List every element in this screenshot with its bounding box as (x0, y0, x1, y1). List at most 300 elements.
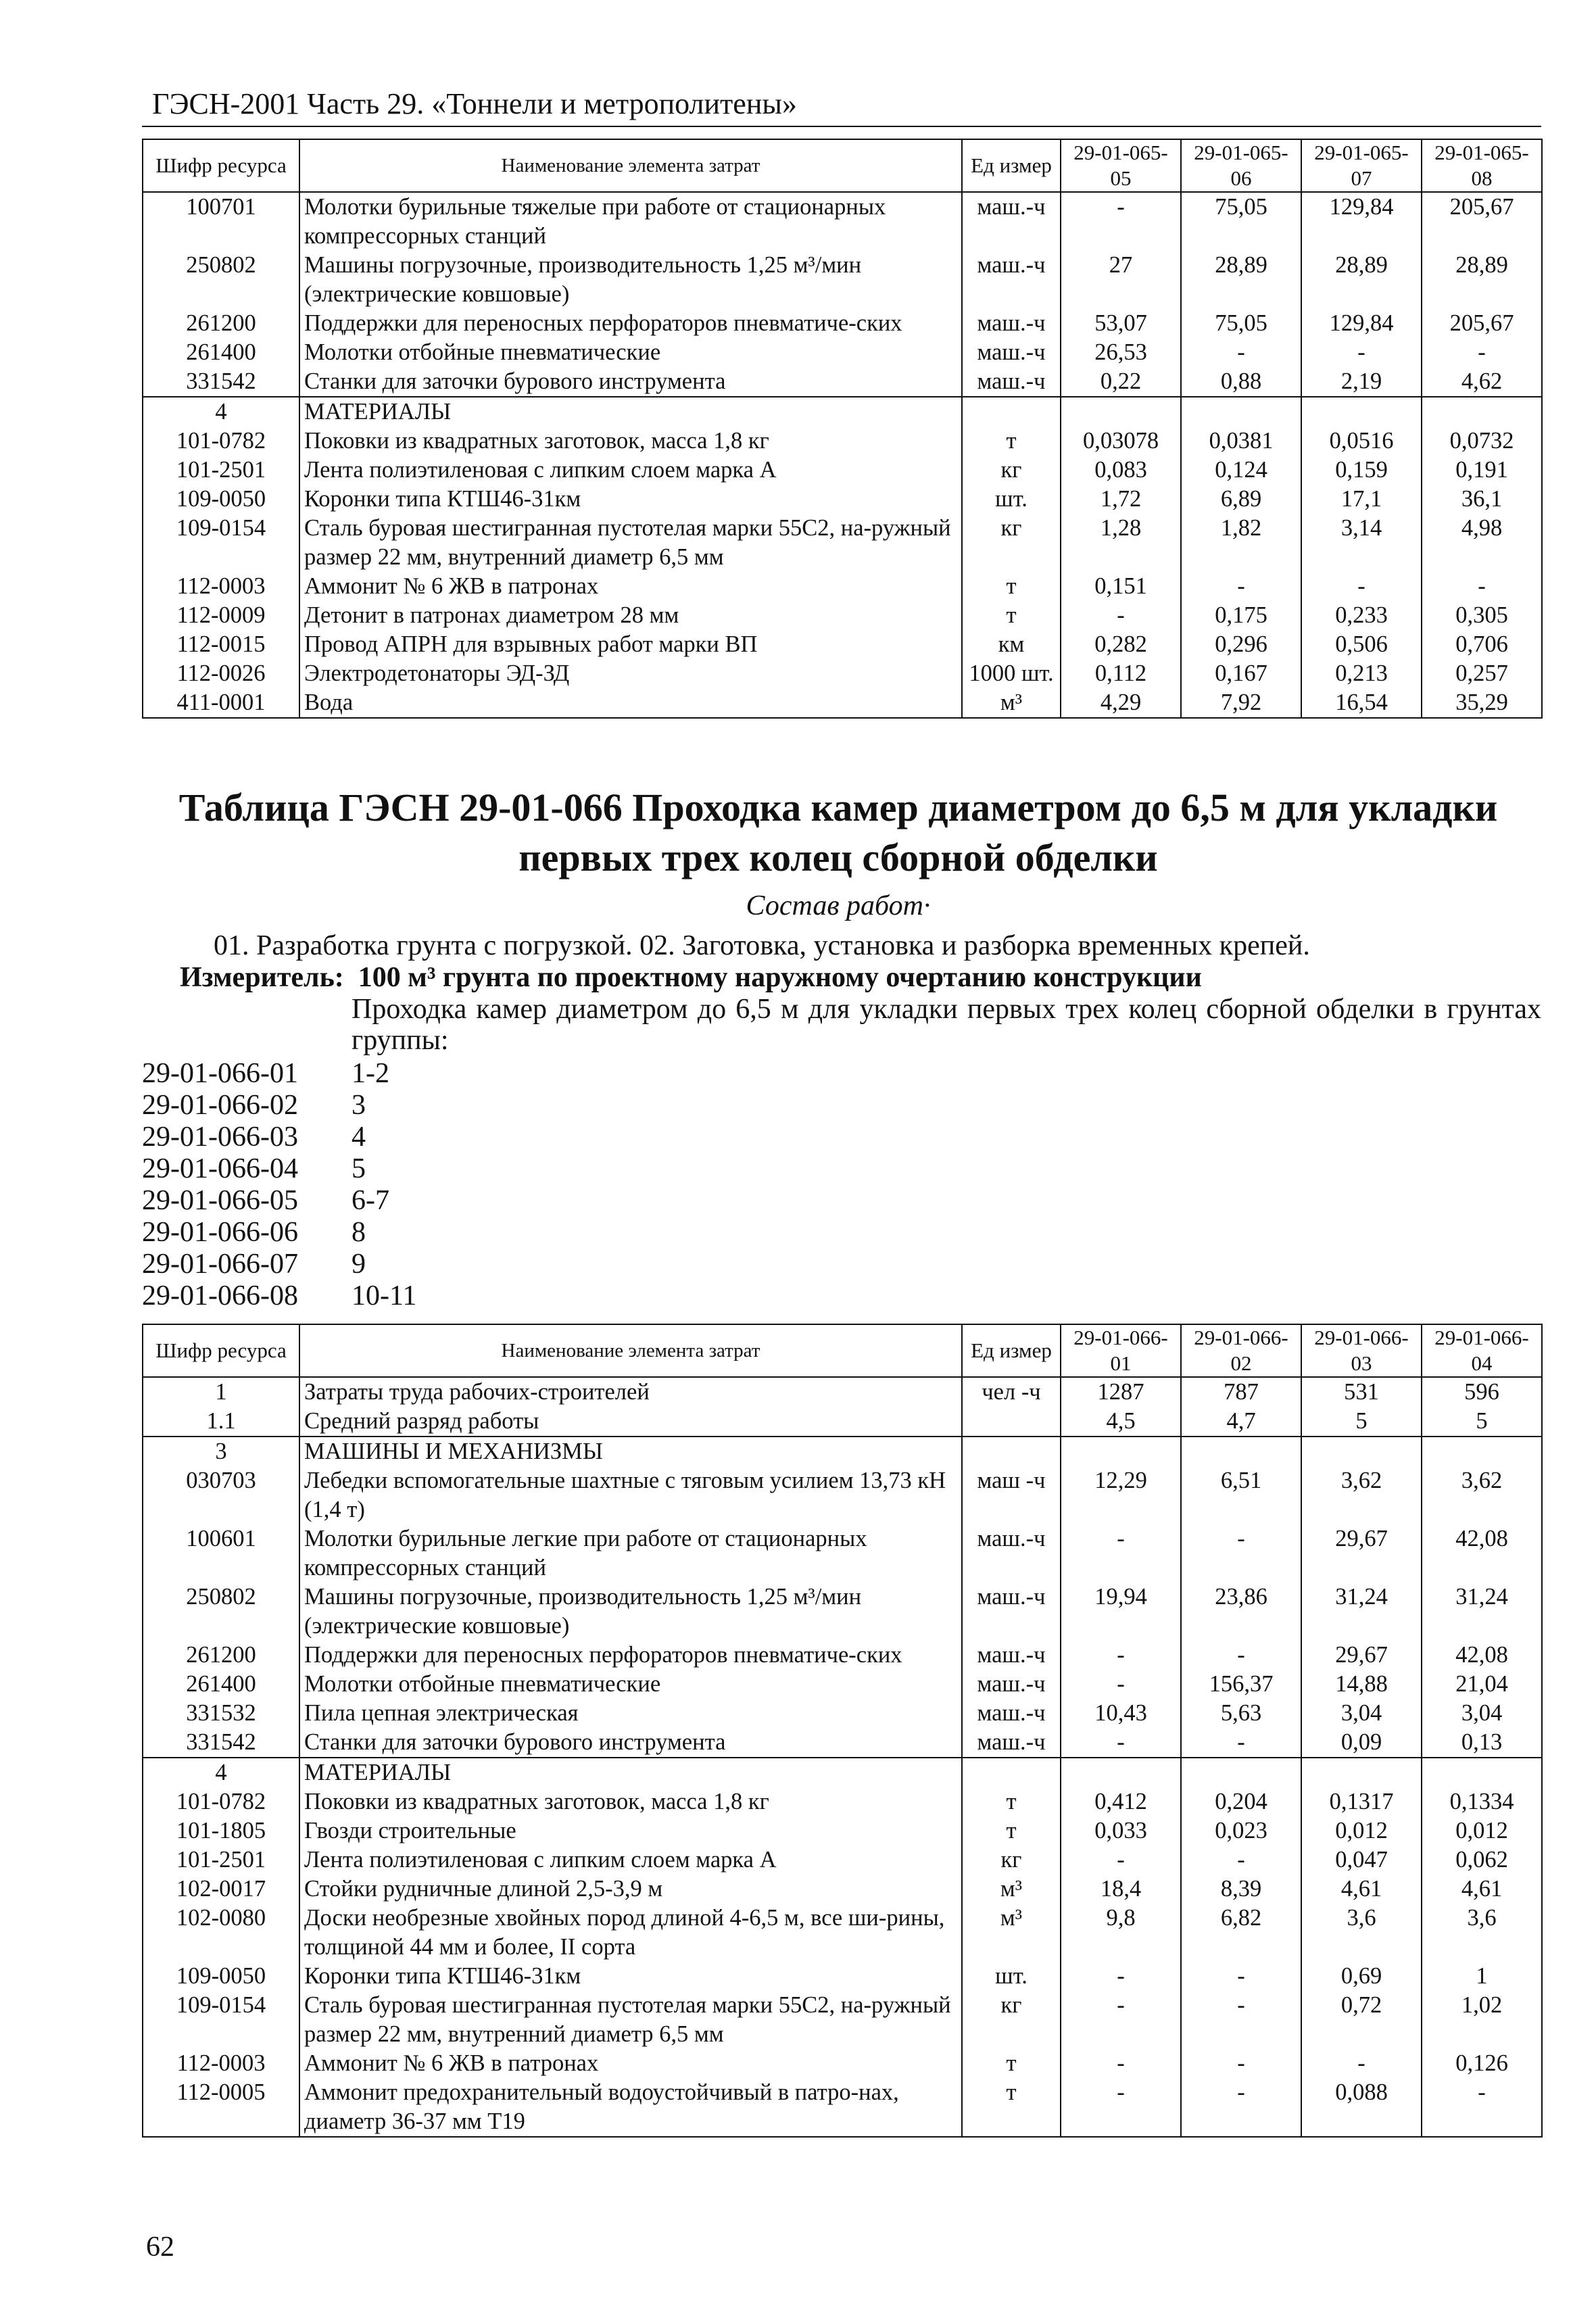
unit-cell: маш.-ч (962, 1728, 1061, 1758)
resource-code: 101-0782 (143, 1787, 299, 1816)
resource-name: Пила цепная электрическая (299, 1699, 962, 1728)
table-row (143, 251, 1542, 309)
resource-code: 250802 (143, 1583, 299, 1641)
col-value-header: 29-01-066-01 (1061, 1324, 1181, 1377)
resource-code: 112-0015 (143, 630, 299, 659)
position-code: 29-01-066-03 (142, 1121, 298, 1153)
value-cell: 0,412 (1061, 1787, 1181, 1816)
value-cell: - (1061, 1991, 1181, 2049)
value-cell: 129,84 (1301, 192, 1422, 251)
resource-code: 109-0154 (143, 514, 299, 572)
value-cell: 596 (1422, 1377, 1542, 1407)
unit-cell: т (962, 601, 1061, 630)
resource-code: 1 (143, 1377, 299, 1407)
value-cell: 1287 (1061, 1377, 1181, 1407)
table-row (143, 1524, 1542, 1583)
resource-name: Доски необрезные хвойных пород длиной 4-6,5 м, все ши-рины, толщиной 44 мм и более, II сорта (299, 1904, 962, 1962)
resource-name: Молотки отбойные пневматические (299, 1670, 962, 1699)
value-cell: - (1061, 1641, 1181, 1670)
value-cell: 31,24 (1422, 1583, 1542, 1641)
value-cell: - (1061, 601, 1181, 630)
resource-code: 102-0017 (143, 1875, 299, 1904)
unit-cell (962, 1407, 1061, 1437)
position-row (142, 1185, 416, 1217)
value-cell: - (1422, 572, 1542, 601)
running-header: ГЭСН-2001 Часть 29. «Тоннели и метрополитены» (152, 87, 797, 120)
value-cell: 42,08 (1422, 1524, 1542, 1583)
table-row (143, 338, 1542, 367)
position-row (142, 1090, 416, 1121)
value-cell: 3,14 (1301, 514, 1422, 572)
value-cell: 129,84 (1301, 309, 1422, 338)
value-cell: 75,05 (1181, 192, 1301, 251)
unit-cell: маш.-ч (962, 1583, 1061, 1641)
resource-code: 101-0782 (143, 427, 299, 456)
unit-cell: т (962, 2078, 1061, 2137)
value-cell: 0,126 (1422, 2049, 1542, 2078)
resource-table-065 (142, 139, 1543, 719)
value-cell: 4,62 (1422, 367, 1542, 397)
value-cell: 205,67 (1422, 309, 1542, 338)
unit-cell: маш.-ч (962, 251, 1061, 309)
value-cell: 0,09 (1301, 1728, 1422, 1758)
value-cell: - (1061, 1524, 1181, 1583)
value-cell: 14,88 (1301, 1670, 1422, 1699)
value-cell: 0,257 (1422, 659, 1542, 688)
resource-name: Коронки типа КТШ46-31км (299, 1962, 962, 1991)
unit-cell: маш.-ч (962, 1524, 1061, 1583)
value-cell: 0,023 (1181, 1816, 1301, 1845)
value-cell: 7,92 (1181, 688, 1301, 718)
resource-name: Аммонит № 6 ЖВ в патронах (299, 572, 962, 601)
value-cell: 12,29 (1061, 1466, 1181, 1524)
resource-name: Станки для заточки бурового инструмента (299, 367, 962, 397)
resource-name: Молотки отбойные пневматические (299, 338, 962, 367)
value-cell (1061, 397, 1181, 427)
unit-cell: кг (962, 456, 1061, 485)
col-value-header: 29-01-066-02 (1181, 1324, 1301, 1377)
resource-code: 1.1 (143, 1407, 299, 1437)
resource-code: 112-0003 (143, 572, 299, 601)
value-cell (1301, 397, 1422, 427)
sostav-label: Состав работ· (746, 890, 931, 921)
value-cell: - (1422, 338, 1542, 367)
value-cell: 1,82 (1181, 514, 1301, 572)
table-row (143, 1670, 1542, 1699)
col-value-header: 29-01-065-05 (1061, 139, 1181, 192)
value-cell: - (1181, 338, 1301, 367)
value-cell: 0,088 (1301, 2078, 1422, 2137)
value-cell: 4,61 (1422, 1875, 1542, 1904)
unit-cell: т (962, 572, 1061, 601)
value-cell: 0,167 (1181, 659, 1301, 688)
resource-code: 261400 (143, 338, 299, 367)
resource-name: Аммонит № 6 ЖВ в патронах (299, 2049, 962, 2078)
resource-name: Сталь буровая шестигранная пустотелая марки 55С2, на-ружный размер 22 мм, внутренний диаметр 6,5 мм (299, 514, 962, 572)
value-cell: 0,083 (1061, 456, 1181, 485)
value-cell: - (1301, 338, 1422, 367)
izmeritel-label: Измеритель: (180, 962, 344, 993)
resource-code: 250802 (143, 251, 299, 309)
value-cell: - (1181, 1524, 1301, 1583)
soil-group: 6-7 (352, 1185, 389, 1216)
col-value-header: 29-01-065-08 (1422, 139, 1542, 192)
position-row (142, 1153, 416, 1185)
section-title: МАТЕРИАЛЫ (299, 1758, 962, 1787)
resource-code: 109-0154 (143, 1991, 299, 2049)
resource-table-066 (142, 1324, 1543, 2138)
resource-code: 261400 (143, 1670, 299, 1699)
value-cell: 5 (1301, 1407, 1422, 1437)
unit-cell: чел -ч (962, 1377, 1061, 1407)
value-cell: 0,1317 (1301, 1787, 1422, 1816)
value-cell: 3,6 (1422, 1904, 1542, 1962)
unit-cell: маш -ч (962, 1466, 1061, 1524)
value-cell: 29,67 (1301, 1641, 1422, 1670)
soil-group: 1-2 (352, 1058, 389, 1089)
resource-name: Поковки из квадратных заготовок, масса 1,8 кг (299, 1787, 962, 1816)
value-cell: 5 (1422, 1407, 1542, 1437)
value-cell: 0,112 (1061, 659, 1181, 688)
value-cell: - (1181, 1845, 1301, 1875)
resource-name: Молотки бурильные тяжелые при работе от стационарных компрессорных станций (299, 192, 962, 251)
value-cell (1301, 1437, 1422, 1466)
value-cell: 36,1 (1422, 485, 1542, 514)
section-row (143, 397, 1542, 427)
value-cell: 0,22 (1061, 367, 1181, 397)
value-cell: 4,29 (1061, 688, 1181, 718)
table-row (143, 572, 1542, 601)
soil-group: 8 (352, 1217, 366, 1248)
resource-code: 030703 (143, 1466, 299, 1524)
value-cell: - (1181, 1728, 1301, 1758)
value-cell: - (1181, 2078, 1301, 2137)
value-cell: 0,282 (1061, 630, 1181, 659)
value-cell: 42,08 (1422, 1641, 1542, 1670)
resource-name: Средний разряд работы (299, 1407, 962, 1437)
resource-code: 411-0001 (143, 688, 299, 718)
value-cell: 3,62 (1301, 1466, 1422, 1524)
position-row (142, 1058, 416, 1090)
table-row (143, 1875, 1542, 1904)
resource-code: 109-0050 (143, 485, 299, 514)
resource-name: Поддержки для переносных перфораторов пневматиче-ских (299, 309, 962, 338)
value-cell: 0,159 (1301, 456, 1422, 485)
value-cell (1422, 397, 1542, 427)
unit-cell: 1000 шт. (962, 659, 1061, 688)
value-cell: 1,28 (1061, 514, 1181, 572)
table-row (143, 630, 1542, 659)
resource-code: 4 (143, 1758, 299, 1787)
unit-cell: маш.-ч (962, 1641, 1061, 1670)
value-cell: 531 (1301, 1377, 1422, 1407)
col-code-header: Шифр ресурса (143, 139, 299, 192)
value-cell: 0,1334 (1422, 1787, 1542, 1816)
value-cell: 28,89 (1301, 251, 1422, 309)
value-cell: 8,39 (1181, 1875, 1301, 1904)
resource-name: Стойки рудничные длиной 2,5-3,9 м (299, 1875, 962, 1904)
table-row (143, 427, 1542, 456)
resource-code: 331542 (143, 1728, 299, 1758)
unit-cell: м³ (962, 1904, 1061, 1962)
value-cell: 2,19 (1301, 367, 1422, 397)
table-row (143, 514, 1542, 572)
resource-name: Поковки из квадратных заготовок, масса 1,8 кг (299, 427, 962, 456)
table-row (143, 1728, 1542, 1758)
value-cell: 0,0732 (1422, 427, 1542, 456)
value-cell: 0,0516 (1301, 427, 1422, 456)
resource-name: Гвозди строительные (299, 1816, 962, 1845)
value-cell: 21,04 (1422, 1670, 1542, 1699)
value-cell (1181, 397, 1301, 427)
value-cell: 28,89 (1181, 251, 1301, 309)
value-cell: 0,233 (1301, 601, 1422, 630)
table-row (143, 1641, 1542, 1670)
value-cell: - (1061, 192, 1181, 251)
resource-code: 261200 (143, 309, 299, 338)
value-cell: 4,61 (1301, 1875, 1422, 1904)
value-cell: 6,51 (1181, 1466, 1301, 1524)
unit-cell (962, 1758, 1061, 1787)
resource-code: 112-0009 (143, 601, 299, 630)
value-cell: 28,89 (1422, 251, 1542, 309)
table-row (143, 485, 1542, 514)
value-cell: 10,43 (1061, 1699, 1181, 1728)
table-row (143, 2078, 1542, 2137)
table-row (143, 688, 1542, 718)
value-cell: - (1301, 2049, 1422, 2078)
resource-code: 101-2501 (143, 1845, 299, 1875)
value-cell: 0,69 (1301, 1962, 1422, 1991)
unit-cell: кг (962, 1991, 1061, 2049)
position-code: 29-01-066-04 (142, 1153, 298, 1184)
resource-code: 102-0080 (143, 1904, 299, 1962)
resource-name: Лента полиэтиленовая с липким слоем марка А (299, 456, 962, 485)
value-cell: 9,8 (1061, 1904, 1181, 1962)
positions-list (142, 1058, 416, 1312)
resource-code: 112-0003 (143, 2049, 299, 2078)
position-code: 29-01-066-01 (142, 1058, 298, 1089)
value-cell: - (1061, 2078, 1181, 2137)
resource-name: Машины погрузочные, производительность 1,25 м³/мин (электрические ковшовые) (299, 1583, 962, 1641)
value-cell: 0,706 (1422, 630, 1542, 659)
value-cell: 3,04 (1422, 1699, 1542, 1728)
value-cell: 26,53 (1061, 338, 1181, 367)
value-cell: 0,0381 (1181, 427, 1301, 456)
col-name-header: Наименование элемента затрат (299, 139, 962, 192)
section-row (143, 1437, 1542, 1466)
resource-name: Станки для заточки бурового инструмента (299, 1728, 962, 1758)
unit-cell: км (962, 630, 1061, 659)
header-rule (142, 126, 1541, 127)
value-cell: 23,86 (1181, 1583, 1301, 1641)
soil-group: 10-11 (352, 1280, 417, 1311)
value-cell: 31,24 (1301, 1583, 1422, 1641)
col-unit-header: Ед измер (962, 139, 1061, 192)
value-cell: 0,305 (1422, 601, 1542, 630)
position-code: 29-01-066-05 (142, 1185, 298, 1216)
value-cell: 0,012 (1301, 1816, 1422, 1845)
position-row (142, 1280, 416, 1312)
value-cell: 0,033 (1061, 1816, 1181, 1845)
resource-name: Поддержки для переносных перфораторов пневматиче-ских (299, 1641, 962, 1670)
unit-cell: кг (962, 1845, 1061, 1875)
table-row (143, 1816, 1542, 1845)
izmeritel (180, 961, 1202, 994)
value-cell: 0,72 (1301, 1991, 1422, 2049)
value-cell (1301, 1758, 1422, 1787)
col-unit-header: Ед измер (962, 1324, 1061, 1377)
soil-group: 9 (352, 1249, 366, 1280)
position-row (142, 1121, 416, 1153)
value-cell: 29,67 (1301, 1524, 1422, 1583)
unit-cell: маш.-ч (962, 309, 1061, 338)
value-cell: 17,1 (1301, 485, 1422, 514)
table-row (143, 2049, 1542, 2078)
resource-code: 101-1805 (143, 1816, 299, 1845)
works-list: 01. Разработка грунта с погрузкой. 02. Заготовка, установка и разборка временных крепей. (214, 930, 1310, 961)
table-row (143, 192, 1542, 251)
value-cell: 4,5 (1061, 1407, 1181, 1437)
value-cell: 6,82 (1181, 1904, 1301, 1962)
value-cell: 0,175 (1181, 601, 1301, 630)
value-cell: 16,54 (1301, 688, 1422, 718)
value-cell: 0,047 (1301, 1845, 1422, 1875)
value-cell: - (1301, 572, 1422, 601)
table-row (143, 1991, 1542, 2049)
value-cell: - (1061, 1845, 1181, 1875)
izmeritel-value: 100 м³ грунта по проектному наружному очертанию конструкции (358, 962, 1202, 993)
positions-description: Проходка камер диаметром до 6,5 м для укладки первых трех колец сборной обделки в грунтах группы: (352, 994, 1541, 1056)
value-cell: - (1061, 1962, 1181, 1991)
col-value-header: 29-01-065-07 (1301, 139, 1422, 192)
value-cell: 0,012 (1422, 1816, 1542, 1845)
value-cell: - (1181, 1991, 1301, 2049)
table-row (143, 1377, 1542, 1407)
position-code: 29-01-066-02 (142, 1090, 298, 1121)
value-cell: 787 (1181, 1377, 1301, 1407)
resource-code: 100701 (143, 192, 299, 251)
value-cell (1181, 1758, 1301, 1787)
value-cell: 75,05 (1181, 309, 1301, 338)
resource-name: Провод АПРН для взрывных работ марки ВП (299, 630, 962, 659)
unit-cell: маш.-ч (962, 1699, 1061, 1728)
table-row (143, 1699, 1542, 1728)
value-cell: 0,124 (1181, 456, 1301, 485)
unit-cell: т (962, 427, 1061, 456)
value-cell: 0,151 (1061, 572, 1181, 601)
value-cell: - (1061, 2049, 1181, 2078)
table-body (143, 1377, 1542, 2137)
table-row (143, 659, 1542, 688)
value-cell: 0,204 (1181, 1787, 1301, 1816)
unit-cell (962, 1437, 1061, 1466)
resource-code: 112-0026 (143, 659, 299, 688)
resource-code: 331532 (143, 1699, 299, 1728)
value-cell: - (1181, 1641, 1301, 1670)
table-row (143, 367, 1542, 397)
resource-name: Лебедки вспомогательные шахтные с тяговым усилием 13,73 кН (1,4 т) (299, 1466, 962, 1524)
unit-cell: маш.-ч (962, 192, 1061, 251)
position-code: 29-01-066-07 (142, 1249, 298, 1280)
resource-name: Вода (299, 688, 962, 718)
resource-code: 101-2501 (143, 456, 299, 485)
page-number: 62 (146, 2231, 174, 2263)
value-cell: 0,13 (1422, 1728, 1542, 1758)
unit-cell: кг (962, 514, 1061, 572)
col-value-header: 29-01-066-04 (1422, 1324, 1542, 1377)
position-code: 29-01-066-08 (142, 1280, 298, 1311)
resource-name: Молотки бурильные легкие при работе от стационарных компрессорных станций (299, 1524, 962, 1583)
value-cell: - (1061, 1728, 1181, 1758)
value-cell: 5,63 (1181, 1699, 1301, 1728)
value-cell: 0,03078 (1061, 427, 1181, 456)
resource-code: 112-0005 (143, 2078, 299, 2137)
value-cell: 0,88 (1181, 367, 1301, 397)
table-title: Таблица ГЭСН 29-01-066 Проходка камер диаметром до 6,5 м для укладки первых трех колец сборной обделки (178, 786, 1498, 879)
unit-cell: т (962, 1787, 1061, 1816)
value-cell (1422, 1758, 1542, 1787)
table-row (143, 1466, 1542, 1524)
value-cell: - (1181, 2049, 1301, 2078)
value-cell: 0,296 (1181, 630, 1301, 659)
resource-name: Аммонит предохранительный водоустойчивый в патро-нах, диаметр 36-37 мм Т19 (299, 2078, 962, 2137)
table-row (143, 456, 1542, 485)
table-body (143, 192, 1542, 718)
table-row (143, 1845, 1542, 1875)
resource-name: Затраты труда рабочих-строителей (299, 1377, 962, 1407)
resource-code: 3 (143, 1437, 299, 1466)
section-title: МАШИНЫ И МЕХАНИЗМЫ (299, 1437, 962, 1466)
value-cell: - (1422, 2078, 1542, 2137)
resource-name: Электродетонаторы ЭД-ЗД (299, 659, 962, 688)
value-cell: 19,94 (1061, 1583, 1181, 1641)
section-row (143, 1758, 1542, 1787)
unit-cell: маш.-ч (962, 338, 1061, 367)
value-cell (1061, 1437, 1181, 1466)
resource-name: Машины погрузочные, производительность 1,25 м³/мин (электрические ковшовые) (299, 251, 962, 309)
value-cell (1181, 1437, 1301, 1466)
value-cell: 3,6 (1301, 1904, 1422, 1962)
value-cell: 1,72 (1061, 485, 1181, 514)
value-cell: 0,191 (1422, 456, 1542, 485)
soil-group: 3 (352, 1090, 366, 1121)
unit-cell: м³ (962, 688, 1061, 718)
value-cell: - (1181, 572, 1301, 601)
value-cell: - (1061, 1670, 1181, 1699)
resource-code: 4 (143, 397, 299, 427)
resource-code: 331542 (143, 367, 299, 397)
unit-cell: т (962, 2049, 1061, 2078)
value-cell: 4,98 (1422, 514, 1542, 572)
value-cell: 4,7 (1181, 1407, 1301, 1437)
value-cell: 0,213 (1301, 659, 1422, 688)
value-cell: 0,062 (1422, 1845, 1542, 1875)
table-row (143, 1904, 1542, 1962)
resource-name: Лента полиэтиленовая с липким слоем марка А (299, 1845, 962, 1875)
col-value-header: 29-01-066-03 (1301, 1324, 1422, 1377)
value-cell: 6,89 (1181, 485, 1301, 514)
value-cell: - (1181, 1962, 1301, 1991)
value-cell: 3,04 (1301, 1699, 1422, 1728)
value-cell: 18,4 (1061, 1875, 1181, 1904)
unit-cell: шт. (962, 485, 1061, 514)
value-cell: 0,506 (1301, 630, 1422, 659)
table-row (143, 309, 1542, 338)
resource-name: Коронки типа КТШ46-31км (299, 485, 962, 514)
value-cell: 35,29 (1422, 688, 1542, 718)
value-cell: 53,07 (1061, 309, 1181, 338)
